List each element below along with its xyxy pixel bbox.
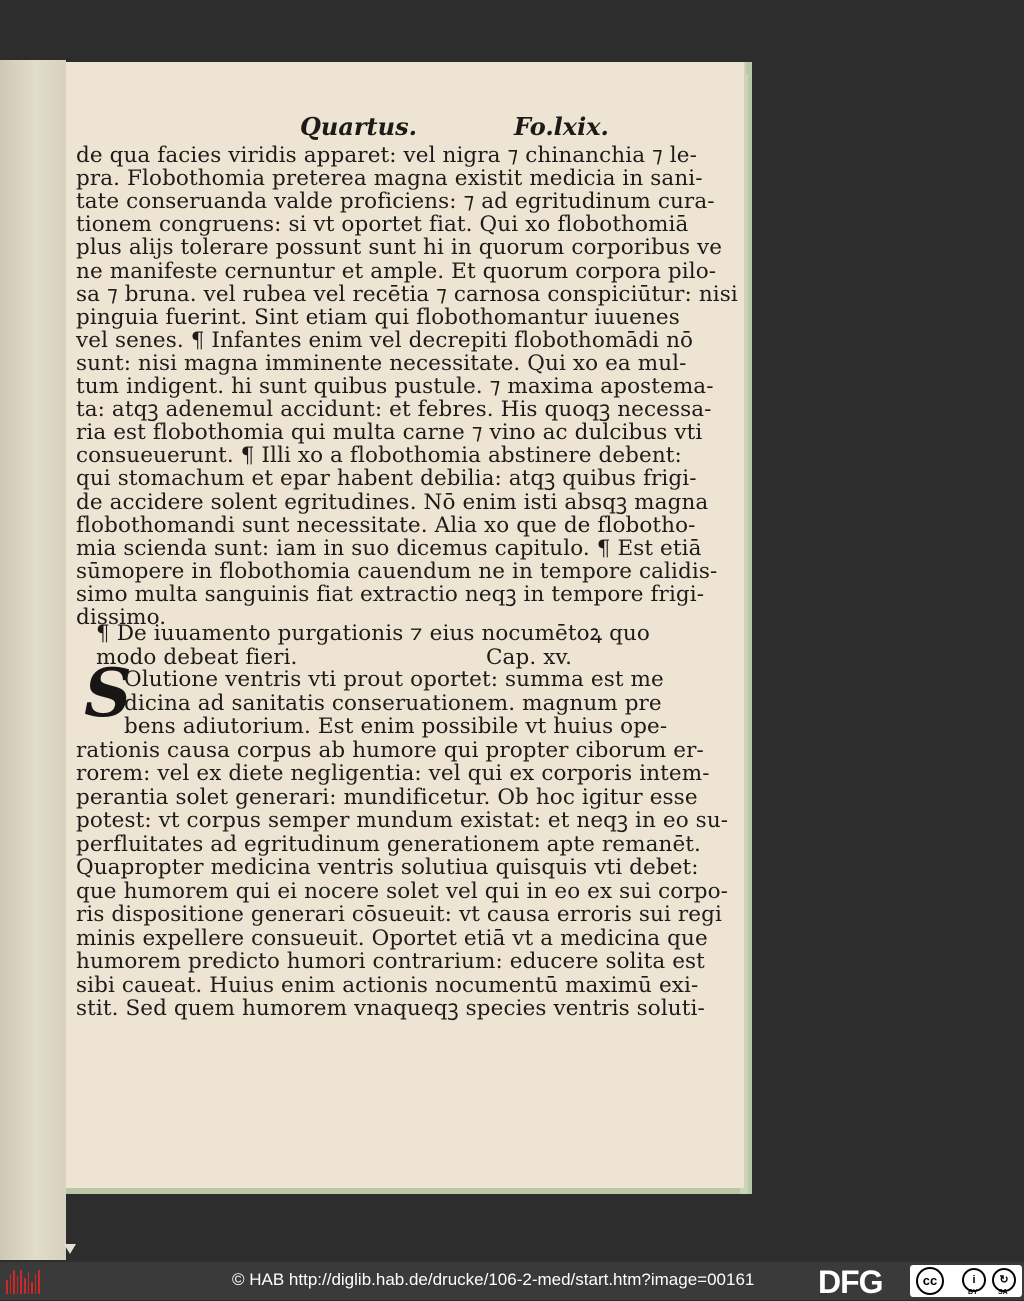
text-line: pra. Flobothomia preterea magna existit medicia in sani- <box>76 166 703 192</box>
chapter-number: Cap. xv. <box>486 645 573 670</box>
cc-license-badge[interactable] <box>910 1265 1022 1297</box>
text-line: sibi caueat. Huius enim actionis nocumentū maximū exi- <box>76 972 699 998</box>
text-line: ne manifeste cernuntur et ample. Et quorum corpora pilo- <box>76 258 717 284</box>
text-line: ris dispositione generari cōsueuit: vt causa erroris sui regi <box>76 902 722 927</box>
text-line: de qua facies viridis apparet: vel nigra ⁊ chinanchia ⁊ le- <box>76 143 697 168</box>
hab-logo-icon <box>6 1268 40 1294</box>
text-line: simo multa sanguinis fiat extractio neqꝫ in tempore frigi- <box>76 581 705 607</box>
text-line: rorem: vel ex diete negligentia: vel qui ex corporis intem- <box>76 761 710 786</box>
text-line: perantia solet generari: mundificetur. Ob hoc igitur esse <box>76 784 698 810</box>
text-line: Quapropter medicina ventris solutiua quisquis vti debet: <box>76 855 699 880</box>
text-line: ta: atqꝫ adenemul accidunt: et febres. His quoqꝫ necessa- <box>76 397 712 423</box>
decorated-initial: S <box>84 654 132 732</box>
running-title: Quartus. <box>300 112 417 141</box>
copyright-link[interactable]: © HAB http://diglib.hab.de/drucke/106-2-med/start.htm?image=00161 <box>232 1270 755 1289</box>
text-line: Olutione ventris vti prout oportet: summa est me <box>124 667 664 692</box>
text-line: rationis causa corpus ab humore qui propter ciborum er- <box>76 737 704 763</box>
text-line: minis expellere consueuit. Oportet etiā vt a medicina que <box>76 925 708 951</box>
text-line: tum indigent. hi sunt quibus pustule. ⁊ maxima apostema- <box>76 374 714 399</box>
text-line: dissimo. <box>76 605 167 630</box>
dfg-logo: DFG <box>818 1264 883 1300</box>
previous-page-edge <box>0 60 66 1260</box>
text-line: perfluitates ad egritudinum generationem apte remanēt. <box>76 831 701 857</box>
cc-by-label: BY <box>968 1289 978 1296</box>
text-line: dicina ad sanitatis conseruationem. magnum pre <box>124 690 662 716</box>
text-line: qui stomachum et epar habent debilia: atqꝫ quibus frigi- <box>76 466 697 492</box>
text-line: flobothomandi sunt necessitate. Alia xo que de flobotho- <box>76 512 696 538</box>
text-line: sa ⁊ bruna. vel rubea vel recētia ⁊ carnosa conspiciūtur: nisi <box>76 281 738 307</box>
text-line: sūmopere in flobothomia cauendum ne in tempore calidis- <box>76 558 718 584</box>
text-line: pinguia fuerint. Sint etiam qui flobothomantur iuuenes <box>76 304 680 330</box>
page-marker-icon <box>64 1244 76 1254</box>
cc-icon: cc <box>916 1267 944 1295</box>
text-line: tionem congruens: si vt oportet fiat. Qui xo flobothomiā <box>76 212 689 238</box>
text-line: de accidere solent egritudines. Nō enim isti absqꝫ magna <box>76 489 709 515</box>
chapter-heading: ¶ De iuuamento purgationis ⁊ eius nocumētoꝝ quo <box>96 621 650 646</box>
attribution-icon: i <box>962 1268 986 1292</box>
text-line: humorem predicto humori contrarium: educere solita est <box>76 949 705 974</box>
text-line: stit. Sed quem humorem vnaqueqꝫ species ventris soluti- <box>76 996 705 1021</box>
text-line: vel senes. ¶ Infantes enim vel decrepiti flobothomādi nō <box>76 327 694 353</box>
chapter-heading-continued: modo debeat fieri. <box>96 645 298 670</box>
text-line: plus alijs tolerare possunt sunt hi in quorum corporibus ve <box>76 235 723 261</box>
cc-sa-label: SA <box>998 1289 1008 1296</box>
text-line: sunt: nisi magna imminente necessitate. Qui xo ea mul- <box>76 350 687 376</box>
text-line: bens adiutorium. Est enim possibile vt huius ope- <box>124 714 668 739</box>
text-line: consueuerunt. ¶ Illi xo a flobothomia abstinere debent: <box>76 443 682 469</box>
text-line: mia scienda sunt: iam in suo dicemus capitulo. ¶ Est etiā <box>76 535 702 561</box>
text-line: potest: vt corpus semper mundum existat: et neqꝫ in eo su- <box>76 808 729 833</box>
folio-number: Fo.lxix. <box>514 112 609 141</box>
text-line: que humorem qui ei nocere solet vel qui in eo ex sui corpo- <box>76 878 728 904</box>
text-line: ria est flobothomia qui multa carne ⁊ vino ac dulcibus vti <box>76 420 703 446</box>
footer-bar <box>0 1262 1024 1300</box>
share-alike-icon: ↻ <box>992 1268 1016 1292</box>
text-line: tate conseruanda valde proficiens: ⁊ ad egritudinum cura- <box>76 189 715 215</box>
